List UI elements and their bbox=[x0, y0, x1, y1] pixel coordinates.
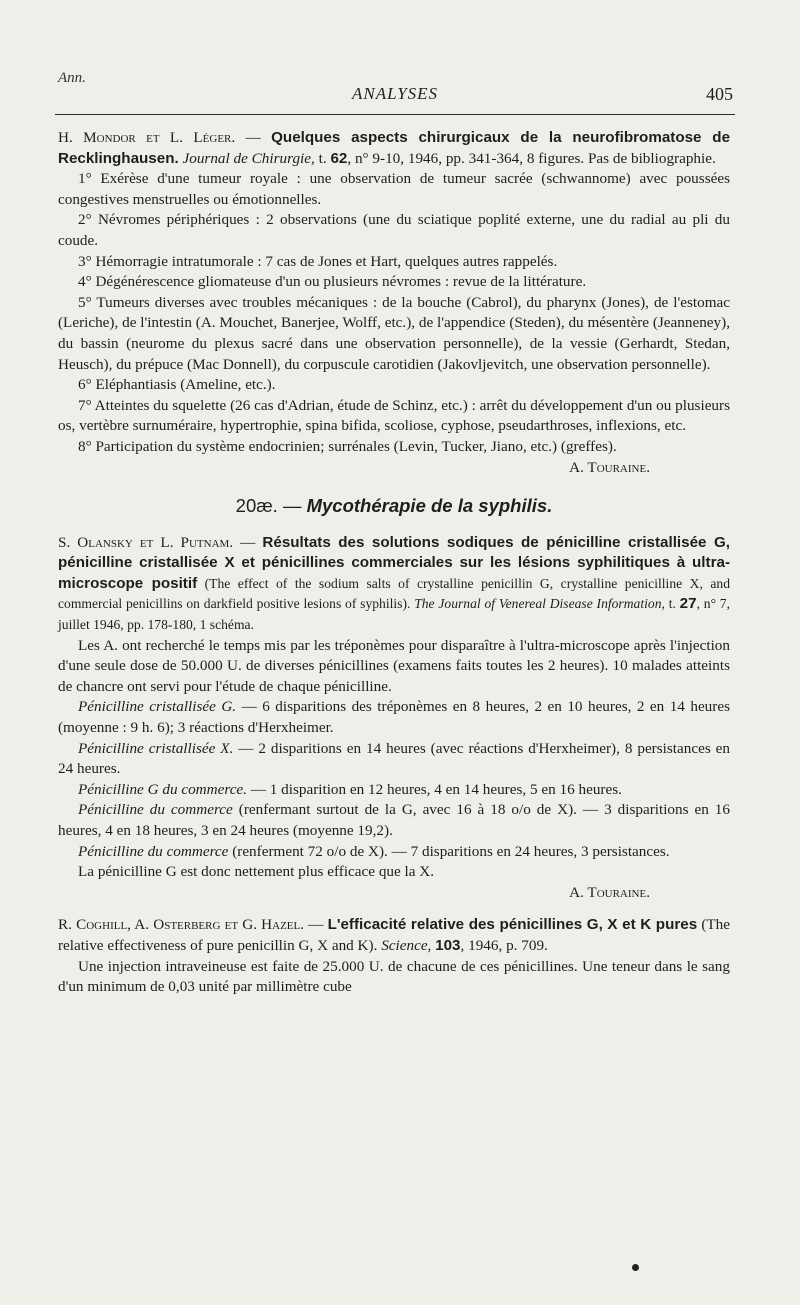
article-2-volume: 27 bbox=[679, 595, 697, 613]
annotation-ann: Ann. bbox=[58, 70, 86, 86]
article-2-signature bbox=[58, 883, 730, 904]
article-1-para-5: 5° Tumeurs diverses avec troubles mécaniques : de la bouche (Cabrol), du pharynx (Jones), de l'estomac (Leriche), de l'intestin (A. Mouchet, Banerjee, Wolff, etc.), de l'appendice (Steden), du mésentère (Jeanneney), du bassin (neurome du plexus sacré dans une observation personnelle), de la vessie (Gerhardt, Stedan, Heusch), du prépuce (Mac Donnell), du corpuscule carotidien (Jakovljevitch, une observation personnelle). bbox=[58, 293, 730, 373]
article-2-para-3 bbox=[58, 739, 730, 780]
article-1-signature-text: A. Touraine. bbox=[569, 458, 650, 476]
article-2-journal: The Journal of Venereal Disease Information, bbox=[414, 596, 665, 612]
article-3-journal: Science, bbox=[381, 936, 432, 954]
running-title: ANALYSES bbox=[351, 84, 439, 103]
article-2-para-6 bbox=[58, 842, 730, 863]
article-3-volume: 103 bbox=[435, 936, 461, 954]
page-body bbox=[58, 128, 730, 998]
article-2-para-3-lead: Pénicilline cristallisée X. bbox=[78, 739, 234, 757]
article-3-heading bbox=[58, 915, 730, 956]
article-2-para-5 bbox=[58, 800, 730, 841]
article-3-authors: R. Coghill, A. Osterberg et G. Hazel. — bbox=[58, 916, 324, 934]
article-1-para-8: 8° Participation du système endocrinien; surrénales (Levin, Tucker, Jiano, etc.) (greffes). bbox=[78, 437, 617, 455]
article-2-para-4-text: — 1 disparition en 12 heures, 4 en 14 heures, 5 en 16 heures. bbox=[246, 780, 622, 798]
article-2-para-7: La pénicilline G est donc nettement plus efficace que la X. bbox=[78, 863, 435, 881]
article-2-title: Résultats des solutions sodiques de pénicilline cristallisée G, pénicilline cristallisée X et pénicillines commerciales sur les lésions syphilitiques à ultra-microscope positif bbox=[58, 533, 730, 592]
article-1-para-1: 1° Exérèse d'une tumeur royale : une observation de tumeur sacrée (schwannome) avec poussées congestives menstruelles ou émotionnelles. bbox=[58, 170, 730, 208]
article-1-para-6: 6° Eléphantiasis (Ameline, etc.). bbox=[78, 376, 276, 394]
article-2-heading bbox=[58, 533, 730, 636]
article-1-signature bbox=[58, 458, 730, 479]
article-2-para-5-lead: Pénicilline du commerce bbox=[78, 801, 233, 819]
page-number: 405 bbox=[706, 84, 733, 104]
page-header bbox=[55, 84, 735, 115]
article-3-title: L'efficacité relative des pénicillines G, X et K pures bbox=[327, 916, 698, 934]
spacer bbox=[58, 903, 730, 915]
article-3-english-title: (The relative effectiveness of pure penicillin G, X and K). bbox=[58, 916, 731, 954]
article-2-english-title: (The effect of the sodium salts of crystalline penicillin G, crystalline penicilline X, and commercial penicillins on darkfield positive lesions of syphilis). bbox=[58, 575, 731, 612]
article-3-para-1: Une injection intraveineuse est faite de 25.000 U. de chacune de ces pénicillines. Une teneur dans le sang d'un minimum de 0,03 unité par millimètre cube bbox=[58, 957, 730, 996]
article-2-para-4-lead: Pénicilline G du commerce. bbox=[78, 780, 247, 798]
article-1-authors: H. Mondor et L. Léger. — bbox=[58, 129, 261, 146]
article-1-volume: 62 bbox=[330, 149, 348, 167]
article-2-authors: S. Olansky et L. Putnam. — bbox=[58, 533, 256, 551]
article-1-para-4: 4° Dégénérescence gliomateuse d'un ou plusieurs névromes : revue de la littérature. bbox=[78, 273, 587, 291]
ink-dot bbox=[632, 1264, 639, 1271]
article-2-para-5-text: (renfermant surtout de la G, avec 16 à 18 o/o de X). — 3 disparitions en 16 heures, 4 en 18 heures, 3 en 24 heures (moyenne 19,2). bbox=[58, 801, 730, 839]
section-title: Mycothérapie de la syphilis. bbox=[306, 495, 553, 517]
article-1-ref: , n° 9-10, 1946, pp. 341-364, 8 figures. Pas de bibliographie. bbox=[347, 149, 716, 167]
article-2-para-6-lead: Pénicilline du commerce bbox=[78, 842, 229, 860]
article-1-title: Quelques aspects chirurgicaux de la neurofibromatose de Recklinghausen. bbox=[58, 129, 731, 167]
article-1-heading bbox=[58, 128, 730, 169]
article-1-para-7: 7° Atteintes du squelette (26 cas d'Adrian, étude de Schinz, etc.) : arrêt du développement d'un ou plusieurs os, vertèbre surnuméraire, hypertrophie, spina bifida, scoliose, cyphose, pseudarthroses, inflexions, etc. bbox=[58, 396, 730, 435]
article-2-signature-text: A. Touraine. bbox=[569, 883, 650, 901]
article-2-para-2 bbox=[58, 697, 730, 738]
article-1-para-2: 2° Névromes périphériques : 2 observations (une du sciatique poplité externe, une du radial au pli du coude. bbox=[58, 211, 730, 249]
section-number: 20æ. — bbox=[235, 495, 302, 517]
section-heading bbox=[58, 496, 730, 517]
article-2-para-1: Les A. ont recherché le temps mis par les tréponèmes pour disparaître à l'ultra-microscope après l'injection d'une seule dose de 50.000 U. de diverses pénicillines (examens faits toutes les 2 heures). 10 malades atteints de chancre ont servi pour l'étude de chaque pénicilline. bbox=[58, 636, 730, 695]
article-2-para-2-lead: Pénicilline cristallisée G. bbox=[78, 698, 237, 716]
article-2-para-4 bbox=[58, 780, 730, 801]
article-2-para-6-text: (renferment 72 o/o de X). — 7 disparitions en 24 heures, 3 persistances. bbox=[228, 842, 670, 860]
article-1-ref-pre: t. bbox=[314, 149, 331, 167]
article-2-ref: , n° 7, juillet 1946, pp. 178-180, 1 schéma. bbox=[58, 596, 731, 633]
article-2-ref-pre: t. bbox=[664, 596, 680, 612]
article-3-ref: , 1946, p. 709. bbox=[460, 936, 548, 954]
article-1-para-3: 3° Hémorragie intratumorale : 7 cas de Jones et Hart, quelques autres rappelés. bbox=[78, 252, 558, 270]
article-2-para-3-text: — 2 disparitions en 14 heures (avec réactions d'Herxheimer), 8 persistances en 24 heures. bbox=[58, 739, 730, 778]
article-2-para-2-text: — 6 disparitions des tréponèmes en 8 heures, 2 en 10 heures, 2 en 14 heures (moyenne : 9 h. 6); 3 réactions d'Herxheimer. bbox=[58, 698, 730, 737]
article-1-journal: Journal de Chirurgie, bbox=[182, 149, 315, 167]
